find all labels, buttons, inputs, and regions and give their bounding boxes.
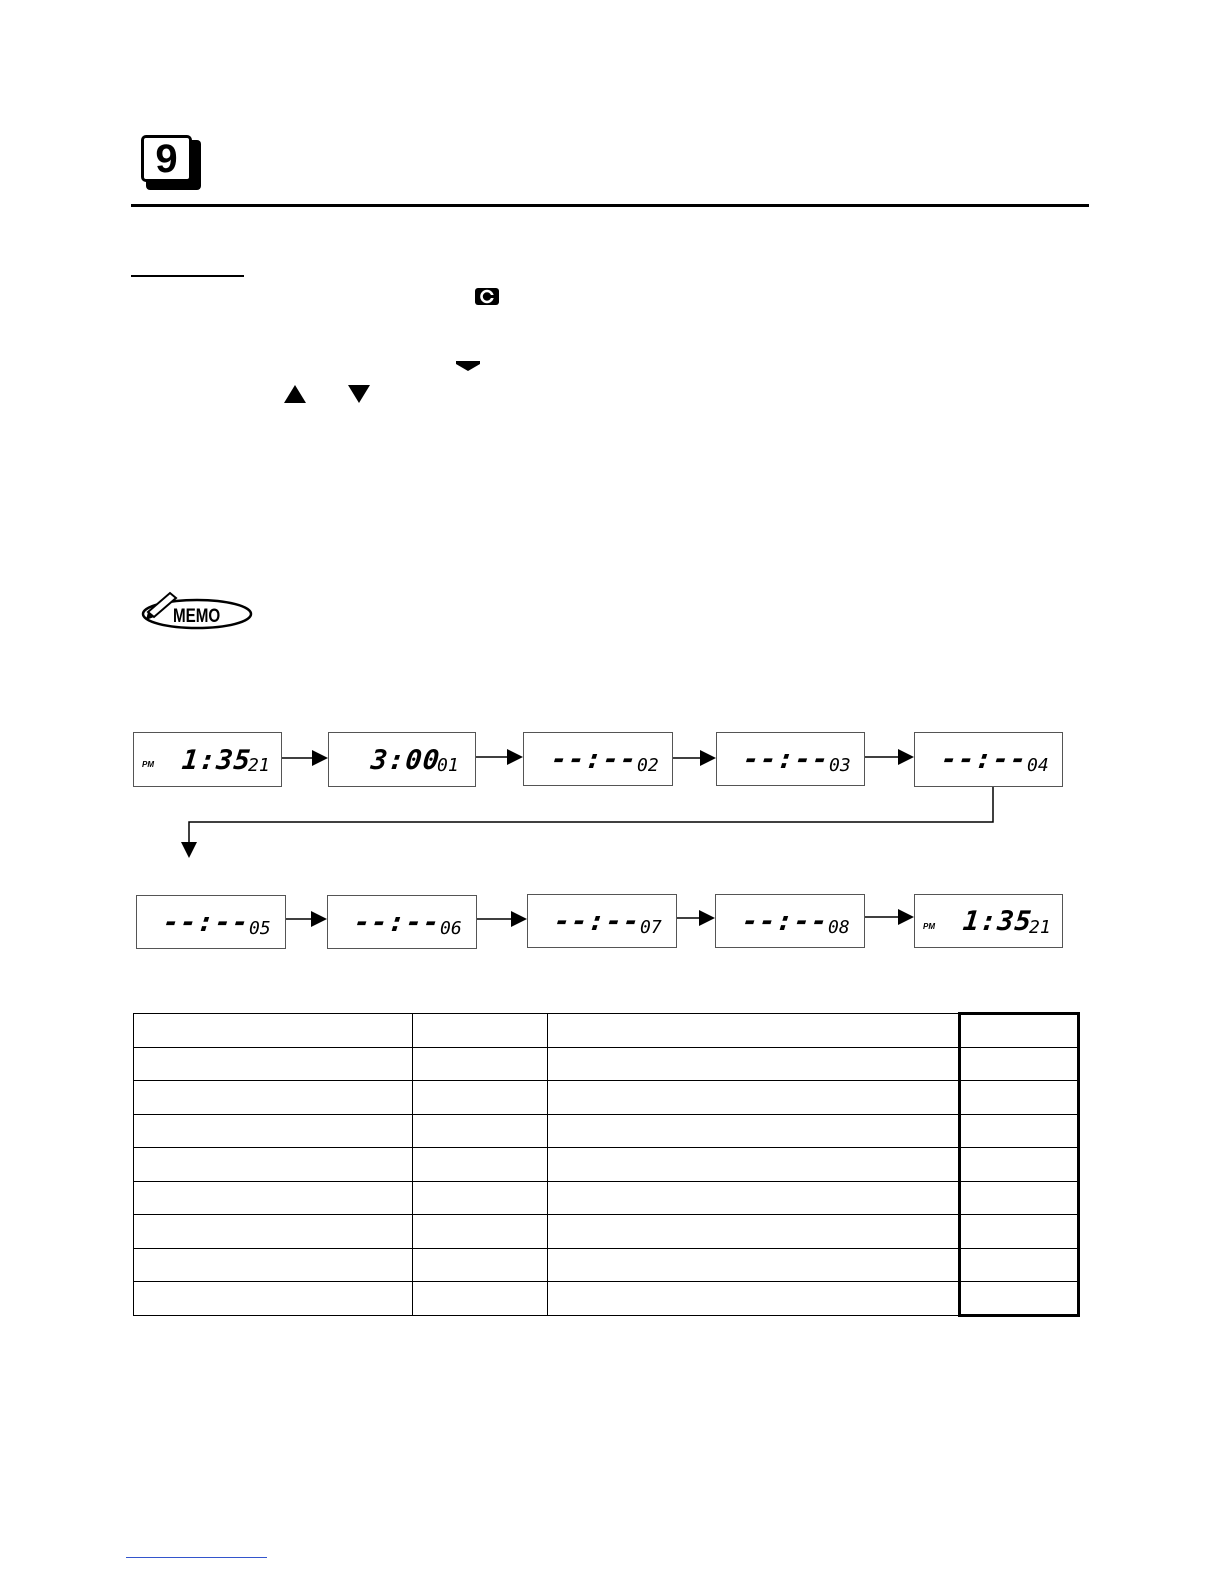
lcd-sub-digits: 05 [249, 918, 271, 939]
lcd-display-3 [523, 732, 673, 786]
table-row [134, 1215, 1079, 1249]
lcd-sub-digits: 03 [829, 755, 851, 776]
lcd-main-digits: --:-- [740, 906, 830, 937]
memo-pencil-icon [140, 590, 254, 632]
lcd-main-digits: 1:35 [180, 745, 253, 776]
am-pm-indicator: PM [923, 922, 935, 931]
chapter-badge [141, 135, 197, 187]
lcd-sub-digits: 04 [1027, 755, 1049, 776]
c-button-icon [474, 287, 500, 306]
section-underline [131, 275, 244, 277]
lcd-sub-digits: 01 [437, 755, 459, 776]
lcd-sub-digits: 07 [640, 917, 662, 938]
down-triangle-icon [455, 360, 481, 372]
lcd-main-digits: 3:00 [369, 745, 442, 776]
chapter-number: 9 [141, 135, 192, 182]
lcd-main-digits: --:-- [552, 906, 642, 937]
table-row [134, 1282, 1079, 1316]
lcd-main-digits: --:-- [939, 744, 1029, 775]
lcd-sub-digits: 21 [248, 755, 270, 776]
arrow-wrap [189, 787, 993, 855]
table-row [134, 1081, 1079, 1115]
lcd-display-8 [527, 894, 677, 948]
lcd-main-digits: --:-- [741, 744, 831, 775]
lcd-display-5 [914, 732, 1063, 787]
lcd-sub-digits: 06 [440, 918, 462, 939]
table-row [134, 1114, 1079, 1148]
lcd-display-2 [328, 732, 476, 787]
memo-label: MEMO [173, 604, 221, 627]
table-row [134, 1047, 1079, 1081]
down-arrow-icon [347, 384, 371, 404]
lcd-main-digits: --:-- [352, 907, 442, 938]
am-pm-indicator: PM [142, 760, 154, 769]
lcd-main-digits: --:-- [161, 907, 251, 938]
header-rule [131, 204, 1089, 207]
lcd-display-4 [716, 732, 865, 786]
lcd-main-digits: --:-- [549, 744, 639, 775]
table-row [134, 1181, 1079, 1215]
lcd-display-6 [136, 895, 286, 949]
table-row [134, 1148, 1079, 1182]
footer-link-underline[interactable] [126, 1557, 267, 1558]
table-row [134, 1248, 1079, 1282]
lcd-display-10 [914, 894, 1063, 948]
lcd-display-9 [715, 894, 865, 948]
lcd-main-digits: 1:35 [961, 906, 1034, 937]
table-row [134, 1014, 1079, 1048]
lcd-sub-digits: 08 [828, 917, 850, 938]
lcd-display-7 [327, 895, 477, 949]
settings-table [133, 1012, 1080, 1317]
lcd-sub-digits: 21 [1029, 917, 1051, 938]
up-arrow-icon [283, 384, 307, 404]
lcd-display-1 [133, 732, 282, 787]
lcd-sub-digits: 02 [637, 755, 659, 776]
